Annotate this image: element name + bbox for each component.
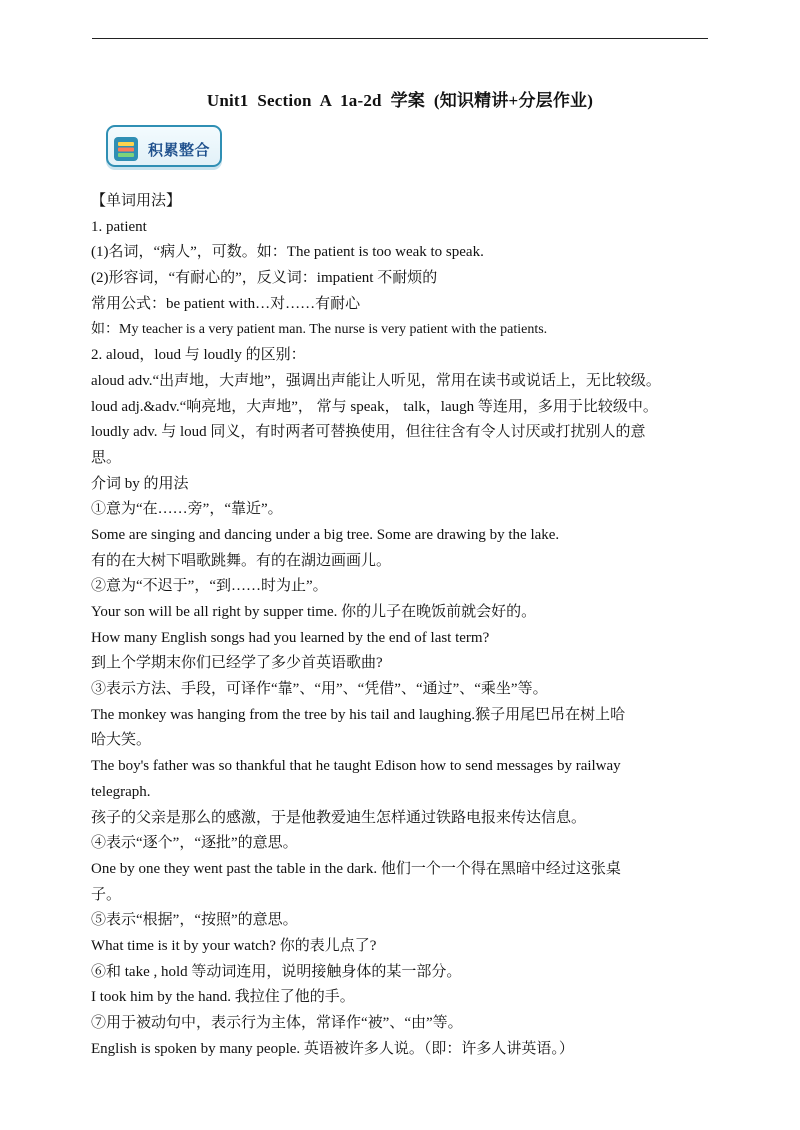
text-line: 1. patient — [91, 218, 147, 235]
text-line: aloud adv.“出声地，大声地”，强调出声能让人听见，常用在读书或说话上，无比较级。 — [91, 372, 661, 389]
text-line: telegraph. — [91, 783, 151, 800]
section-badge — [98, 121, 220, 169]
text-line: (1)名词，“病人”，可数。如：The patient is too weak to speak. — [91, 244, 484, 261]
text-line: ⑤表示“根据”，“按照”的意思。 — [91, 912, 298, 929]
text-line: loudly adv. 与 loud 同义，有时两者可替换使用，但往往含有令人讨厌或打扰别人的意 — [91, 424, 646, 441]
text-line: 介词 by 的用法 — [91, 475, 189, 492]
document-body — [91, 189, 709, 1062]
text-line: loud adj.&adv.“响亮地，大声地”， 常与 speak， talk，laugh 等连用，多用于比较级中。 — [91, 398, 658, 415]
text-line: 思。 — [91, 449, 122, 466]
text-line: ③表示方法、手段，可译作“靠”、“用”、“凭借”、“通过”、“乘坐”等。 — [91, 681, 548, 698]
text-line: What time is it by your watch? 你的表儿点了? — [91, 937, 377, 954]
text-line: 哈大笑。 — [91, 732, 152, 749]
text-line: 有的在大树下唱歌跳舞。有的在湖边画画儿。 — [91, 552, 392, 569]
text-line: The boy's father was so thankful that he taught Edison how to send messages by railway — [91, 758, 621, 775]
text-line: ①意为“在……旁”，“靠近”。 — [91, 501, 283, 518]
text-line: 常用公式：be patient with…对……有耐心 — [91, 295, 361, 312]
header-rule — [92, 38, 708, 39]
text-line: English is spoken by many people. 英语被许多人说。（即：许多人讲英语。） — [91, 1040, 574, 1057]
text-line: 如：My teacher is a very patient man. The nurse is very patient with the patients. — [91, 322, 548, 338]
badge-label: 积累整合 — [148, 141, 211, 159]
text-line: ⑦用于被动句中，表示行为主体，常译作“被”、“由”等。 — [91, 1015, 463, 1031]
text-line: 到上个学期末你们已经学了多少首英语歌曲? — [91, 655, 383, 672]
text-line: ②意为“不迟于”，“到……时为止”。 — [91, 578, 328, 595]
text-line: 子。 — [91, 886, 122, 903]
text-line: Some are singing and dancing under a big tree. Some are drawing by the lake. — [91, 526, 560, 543]
text-line: Your son will be all right by supper time. 你的儿子在晚饭前就会好的。 — [91, 604, 537, 620]
book-stack-icon — [112, 135, 140, 163]
section-heading: 【单词用法】 — [91, 193, 182, 209]
text-line: How many English songs had you learned by the end of last term? — [91, 629, 490, 646]
text-line: ④表示“逐个”，“逐批”的意思。 — [91, 835, 298, 852]
text-line: I took him by the hand. 我拉住了他的手。 — [91, 989, 355, 1006]
page-title: Unit1 Section A 1a-2d 学案 (知识精讲+分层作业) — [206, 91, 594, 110]
text-line: 孩子的父亲是那么的感激，于是他教爱迪生怎样通过铁路电报来传达信息。 — [91, 809, 587, 826]
badge-frame — [106, 125, 222, 167]
text-line: One by one they went past the table in the dark. 他们一个一个得在黑暗中经过这张桌 — [91, 860, 621, 877]
text-line: ⑥和 take , hold 等动词连用，说明接触身体的某一部分。 — [91, 963, 462, 980]
text-line: (2)形容词，“有耐心的”，反义词：impatient 不耐烦的 — [91, 270, 438, 287]
text-line: 2. aloud，loud 与 loudly 的区别： — [91, 347, 306, 364]
text-line: The monkey was hanging from the tree by his tail and laughing.猴子用尾巴吊在树上哈 — [91, 706, 626, 723]
